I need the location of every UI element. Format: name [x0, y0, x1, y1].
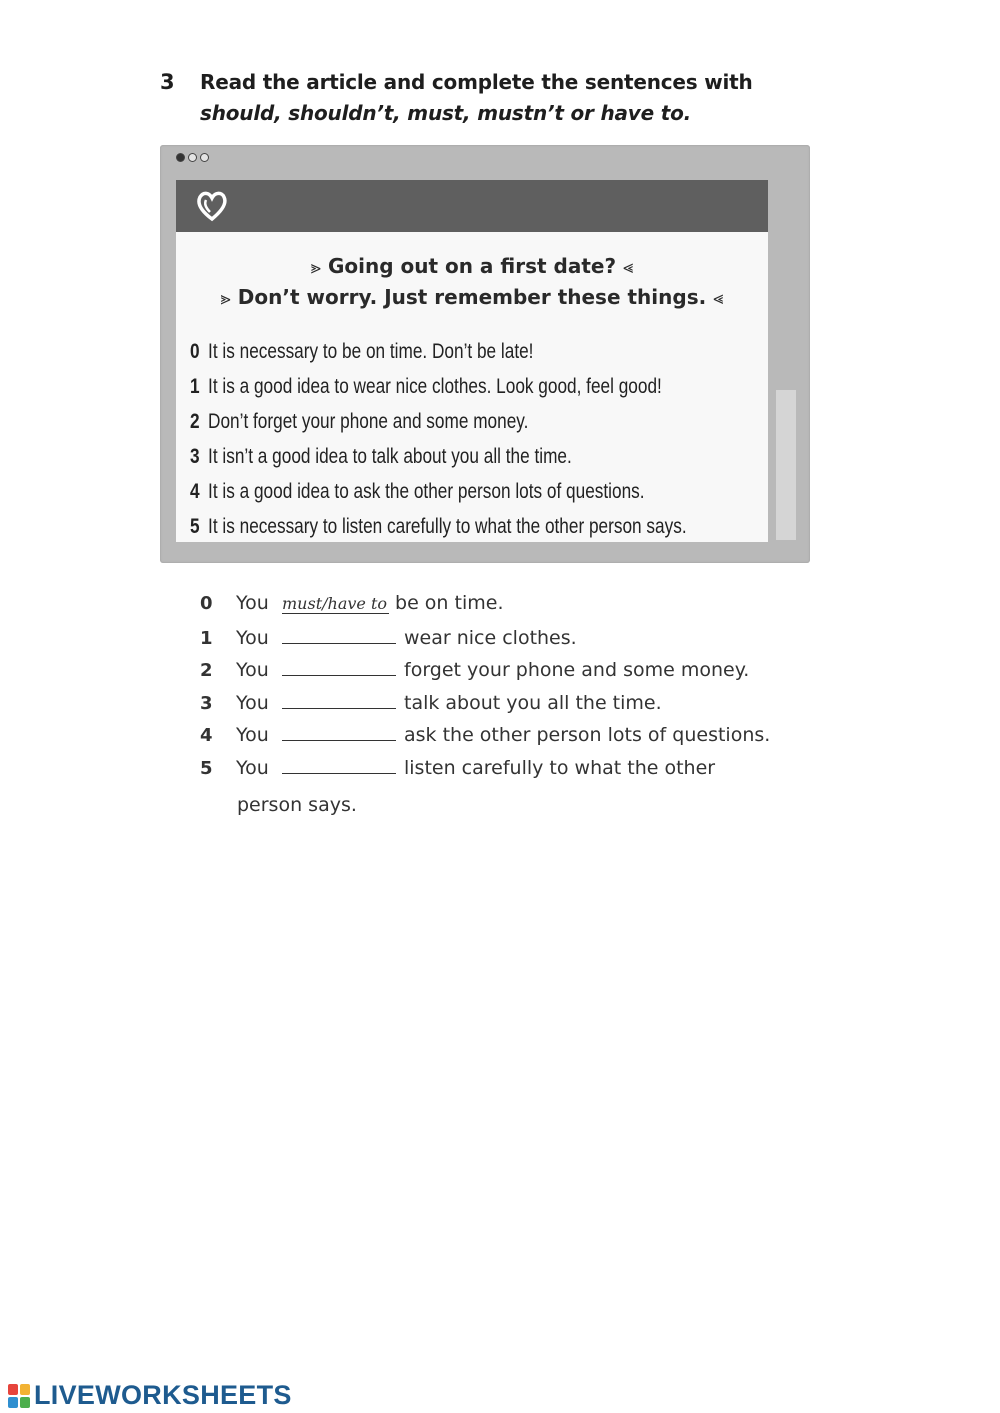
answer-blank-1[interactable] — [282, 625, 396, 644]
article-item: 4 It is a good idea to ask the other person lots of questions. — [190, 479, 645, 503]
exercise-item: 2 You forget your phone and some money. — [200, 659, 750, 681]
chevron-left-icon: ⪡ — [623, 257, 634, 278]
answer-blank-3[interactable] — [282, 690, 396, 709]
scrollbar — [776, 390, 796, 540]
article-item: 5 It is necessary to listen carefully to what the other person says. — [190, 514, 687, 538]
exercise-item: 1 You wear nice clothes. — [200, 626, 577, 649]
logo-tile — [8, 1384, 18, 1395]
example-answer: must/have to — [282, 594, 388, 613]
article-headline-1 — [176, 254, 768, 278]
logo-tile — [20, 1384, 30, 1395]
heart-icon — [194, 188, 230, 224]
article-item: 1 It is a good idea to wear nice clothes. Look good, feel good! — [190, 374, 662, 398]
task-instruction: Read the article and complete the sentences with — [200, 70, 753, 94]
close-dot-icon — [176, 153, 185, 162]
exercise-item: 3 You talk about you all the time. — [200, 691, 662, 714]
article-list — [190, 334, 796, 544]
brand-name: LIVEWORKSHEETS — [34, 1380, 292, 1410]
article-panel — [176, 232, 768, 542]
chevron-right-icon: ⪢ — [220, 288, 231, 309]
footer-brand[interactable] — [8, 1380, 292, 1411]
task-number: 3 — [160, 70, 175, 94]
liveworksheets-logo-icon — [8, 1384, 30, 1408]
window-controls — [176, 153, 209, 162]
chevron-left-icon: ⪡ — [713, 288, 724, 309]
article-window — [160, 145, 810, 563]
article-item: 2 Don’t forget your phone and some money. — [190, 409, 529, 433]
minimize-dot-icon — [188, 153, 197, 162]
exercise-item: 5 You listen carefully to what the other — [200, 756, 716, 779]
logo-tile — [20, 1397, 30, 1408]
exercise-item: 4 You ask the other person lots of questions. — [200, 724, 771, 746]
headline-2-text: Don’t worry. Just remember these things. — [237, 285, 707, 309]
exercise-item: 0 You must/have to be on time. — [200, 592, 504, 614]
logo-tile — [8, 1397, 18, 1408]
exercise-list — [200, 592, 770, 787]
exercise-item-5-continuation: person says. — [237, 794, 357, 816]
headline-1-text: Going out on a first date? — [327, 254, 617, 278]
article-item: 3 It isn’t a good idea to talk about you all the time. — [190, 444, 572, 468]
answer-blank-2[interactable] — [282, 657, 396, 676]
task-instruction-options: should, shouldn’t, must, mustn’t or have to. — [200, 101, 692, 125]
article-headline-2 — [176, 285, 768, 309]
article-banner — [176, 180, 768, 232]
maximize-dot-icon — [200, 153, 209, 162]
answer-blank-4[interactable] — [282, 722, 396, 741]
chevron-right-icon: ⪢ — [310, 257, 321, 278]
answer-blank-5[interactable] — [282, 755, 396, 774]
article-item: 0 It is necessary to be on time. Don’t be late! — [190, 339, 534, 363]
